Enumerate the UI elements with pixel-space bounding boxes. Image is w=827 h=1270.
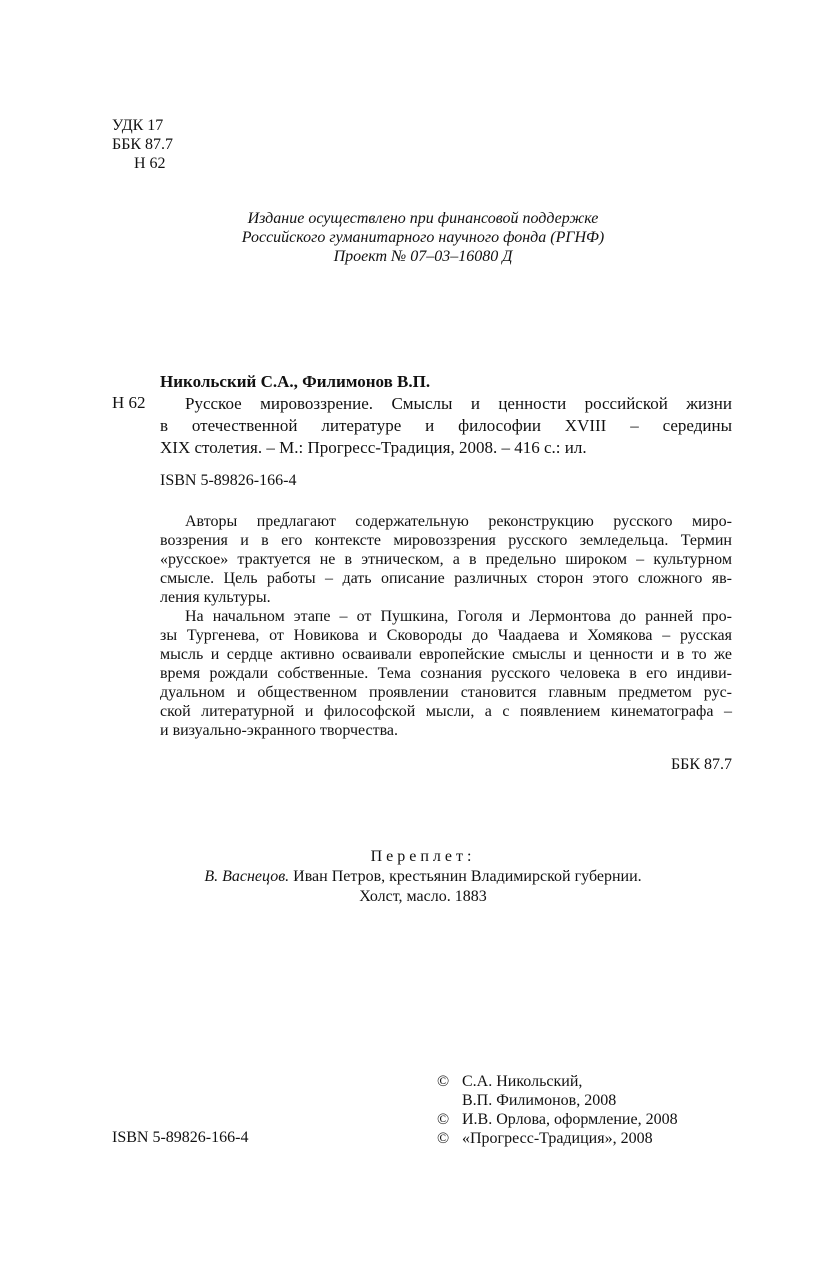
copyright-holder: И.В. Орлова, оформление, 2008 [462, 1111, 678, 1128]
copyright-row [437, 1091, 678, 1110]
abstract [160, 512, 732, 740]
abstract-line: дуальном и общественном проявлении становится главным предметом рус- [160, 684, 732, 701]
cover-title: Иван Петров, крестьянин Владимирской губернии. [293, 868, 642, 885]
grant-notice [0, 209, 827, 266]
classification-block [112, 116, 173, 173]
copyright-block [437, 1072, 678, 1148]
copyright-row [437, 1072, 678, 1091]
copyright-icon: © [437, 1130, 450, 1147]
isbn: ISBN 5-89826-166-4 [160, 472, 297, 489]
copyright-row [437, 1110, 678, 1129]
copyright-icon: © [437, 1073, 450, 1090]
authors: Никольский С.А., Филимонов В.П. [160, 372, 431, 391]
abstract-line: ской литературной и философской мысли, а с появлением кинематографа – [160, 703, 732, 720]
abstract-line: мысль и сердце активно осваивали европейские смыслы и ценности и в то же [160, 646, 732, 663]
copyright-holder: «Прогресс-Традиция», 2008 [462, 1130, 653, 1147]
copyright-holder: В.П. Филимонов, 2008 [462, 1092, 617, 1109]
isbn-footer: ISBN 5-89826-166-4 [112, 1129, 249, 1146]
udk-code: УДК 17 [112, 117, 164, 134]
author-mark: Н 62 [134, 155, 166, 172]
bib-line: Русское мировоззрение. Смыслы и ценности российской жизни [185, 394, 732, 413]
cover-heading: Переплет: [370, 848, 476, 865]
bbk-code-bottom: ББК 87.7 [670, 756, 732, 773]
grant-project: Проект № 07–03–16080 Д [333, 248, 513, 265]
bib-line: в отечественной литературе и философии XVIII – середины [160, 416, 732, 435]
abstract-line: время рождали собственные. Тема сознания русского человека в его индиви- [160, 665, 732, 682]
cover-artwork [0, 867, 827, 887]
abstract-line: На начальном этапе – от Пушкина, Гоголя и Лермонтова до ранней про- [185, 608, 732, 625]
abstract-line: зы Тургенева, от Новикова и Сковороды до Чаадаева и Хомякова – русская [160, 627, 732, 644]
copyright-row [437, 1129, 678, 1148]
abstract-line: и визуально-экранного творчества. [160, 722, 399, 739]
bibliographic-record [160, 393, 732, 459]
cover-credit [0, 847, 827, 907]
abstract-line: Авторы предлагают содержательную реконструкцию русского миро- [185, 513, 732, 530]
cover-artist: В. Васнецов. [204, 868, 290, 885]
abstract-line: ления культуры. [160, 589, 271, 606]
grant-line: Издание осуществлено при финансовой поддержке [247, 210, 599, 227]
abstract-line: воззрения и в его контексте мировоззрения русского земледельца. Термин [160, 532, 732, 549]
bib-line: XIX столетия. – М.: Прогресс-Традиция, 2008. – 416 с.: ил. [160, 438, 587, 457]
author-mark-code: Н 62 [112, 393, 146, 412]
copyright-icon: © [437, 1111, 450, 1128]
bbk-code: ББК 87.7 [112, 136, 174, 153]
grant-line: Российского гуманитарного научного фонда (РГНФ) [241, 229, 605, 246]
abstract-line: смысле. Цель работы – дать описание различных сторон этого сложного яв- [160, 570, 732, 587]
cover-medium: Холст, масло. 1883 [359, 888, 487, 905]
abstract-line: «русское» трактуется не в этническом, а в предельно широком – культурном [160, 551, 732, 568]
copyright-holder: С.А. Никольский, [462, 1073, 583, 1090]
